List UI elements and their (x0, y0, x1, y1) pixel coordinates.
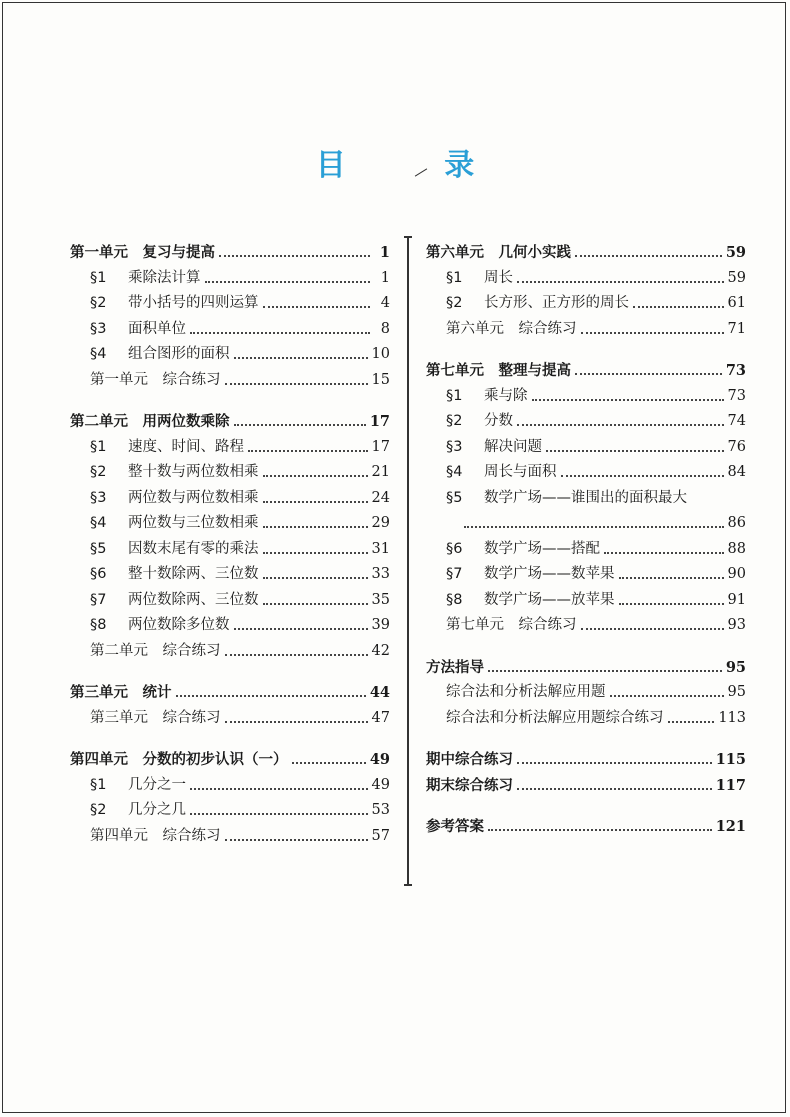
toc-entry[interactable] (426, 773, 746, 799)
dot-leader (263, 525, 368, 528)
toc-entry-label (90, 291, 259, 317)
toc-entry-label (446, 613, 577, 639)
toc-entry[interactable] (70, 639, 390, 665)
page-number: 24 (371, 489, 390, 506)
page-number: 95 (725, 658, 746, 676)
dot-leader (263, 500, 368, 503)
toc-entry-label (446, 317, 577, 343)
page-number: 113 (718, 709, 746, 726)
toc-entry-title: 第二单元 综合练习 (90, 642, 221, 659)
toc-entry[interactable] (426, 291, 746, 317)
page-number: 47 (371, 709, 390, 726)
toc-entry-title: 因数末尾有零的乘法 (128, 540, 259, 557)
toc-entry-label (90, 588, 259, 614)
section-number: §1 (90, 269, 107, 286)
toc-entry-title: 第四单元 分数的初步认识（一） (70, 752, 288, 768)
section-number: §2 (446, 413, 463, 429)
toc-entry[interactable] (426, 613, 746, 639)
dot-leader (219, 254, 370, 257)
section-number: §2 (90, 295, 107, 311)
toc-entry-label (446, 409, 513, 435)
dot-leader (234, 627, 368, 630)
page-number: 71 (727, 320, 746, 337)
toc-entry-label (90, 824, 221, 850)
page-number: 21 (371, 464, 390, 480)
toc-entry-label (426, 656, 484, 682)
toc-entry[interactable] (70, 266, 390, 292)
toc-entry-title: 周长与面积 (484, 464, 557, 480)
dot-leader (633, 305, 724, 308)
page-number: 42 (371, 642, 390, 659)
dot-leader (205, 280, 371, 283)
toc-entry-title: 参考答案 (426, 819, 484, 835)
toc-entry-title: 长方形、正方形的周长 (484, 295, 629, 311)
page-number: 95 (727, 684, 746, 700)
toc-entry[interactable] (70, 824, 390, 850)
dot-leader (561, 474, 724, 477)
toc-entry-label (426, 774, 513, 800)
toc-entry-title: 第一单元 综合练习 (90, 371, 221, 388)
dot-leader (292, 761, 366, 764)
toc-entry[interactable] (426, 562, 746, 588)
section-number: §1 (446, 269, 463, 286)
section-number: §8 (446, 591, 463, 608)
toc-entry[interactable] (70, 562, 390, 588)
toc-entry[interactable] (70, 537, 390, 563)
toc-entry-label (426, 748, 513, 774)
dot-leader (190, 787, 368, 790)
toc-entry-label (426, 815, 484, 841)
dot-leader (581, 627, 724, 630)
toc-entry-title: 乘与除 (484, 387, 528, 404)
toc-entry-title: 第三单元 综合练习 (90, 709, 221, 726)
section-number: §3 (90, 320, 107, 337)
section-number: §1 (446, 387, 463, 404)
page-number: 84 (727, 464, 746, 480)
toc-entry[interactable] (70, 368, 390, 394)
toc-entry[interactable] (70, 342, 390, 368)
dot-leader (575, 254, 722, 257)
toc-entry-label (446, 486, 687, 512)
page-number: 39 (371, 617, 390, 633)
toc-entry-title: 数学广场——搭配 (484, 540, 600, 557)
toc-entry-title: 周长 (484, 269, 513, 286)
toc-entry-title: 几分之几 (128, 802, 186, 818)
toc-entry[interactable] (426, 706, 746, 732)
toc-entry[interactable] (70, 460, 390, 486)
toc-entry-title: 整十数与两位数相乘 (128, 464, 259, 480)
dot-leader (234, 423, 366, 426)
toc-entry-label (90, 266, 201, 292)
dot-leader (225, 838, 368, 841)
toc-entry-title: 乘除法计算 (128, 269, 201, 286)
toc-entry-title: 第三单元 统计 (70, 685, 172, 701)
toc-entry-label (90, 460, 259, 486)
page-number: 61 (727, 295, 746, 311)
toc-entry-title: 两位数除多位数 (128, 617, 230, 633)
dot-leader (263, 474, 368, 477)
toc-entry[interactable] (70, 613, 390, 639)
toc-entry-label (446, 435, 542, 461)
toc-entry-title: 第六单元 综合练习 (446, 320, 577, 337)
toc-entry-label (90, 798, 186, 824)
page-number: 86 (727, 515, 746, 531)
dot-leader (517, 280, 724, 283)
toc-entry-label (90, 342, 230, 368)
page-number: 115 (715, 751, 746, 768)
toc-entry-label (90, 368, 221, 394)
toc-entry-label (70, 241, 215, 267)
toc-entry-label (70, 410, 230, 436)
dot-leader (263, 551, 368, 554)
section-number: §4 (90, 346, 107, 362)
page-number: 1 (379, 244, 390, 261)
page-number: 76 (727, 438, 746, 455)
toc-entry[interactable] (426, 814, 746, 840)
section-number: §3 (446, 438, 463, 455)
page-number: 49 (371, 776, 390, 793)
toc-entry-label (90, 613, 230, 639)
toc-entry[interactable] (426, 384, 746, 410)
dot-leader (619, 602, 724, 605)
page-number: 29 (371, 515, 390, 531)
toc-entry-label (70, 748, 288, 774)
toc-entry[interactable] (70, 706, 390, 732)
toc-entry-title: 整十数除两、三位数 (128, 566, 259, 582)
toc-entry-title: 方法指导 (426, 659, 484, 676)
page-number: 1 (380, 269, 390, 286)
toc-left-column (70, 240, 390, 865)
toc-entry-title: 解决问题 (484, 438, 542, 455)
toc-entry[interactable] (426, 266, 746, 292)
dot-leader (546, 449, 724, 452)
toc-entry[interactable] (70, 798, 390, 824)
toc-entry-label (446, 266, 513, 292)
toc-entry-label (446, 588, 615, 614)
dot-leader (234, 356, 368, 359)
toc-entry-title: 几分之一 (128, 776, 186, 793)
toc-right-column (426, 240, 746, 856)
toc-entry-title: 第六单元 几何小实践 (426, 245, 571, 261)
dot-leader (176, 694, 366, 697)
section-number: §2 (446, 295, 463, 311)
page-number: 59 (725, 244, 746, 261)
page-number: 59 (727, 269, 746, 286)
toc-entry-label (446, 460, 557, 486)
page-number: 74 (727, 413, 746, 429)
toc-entry-label (90, 511, 259, 537)
toc-entry[interactable] (426, 655, 746, 681)
toc-entry[interactable] (70, 511, 390, 537)
toc-entry[interactable] (70, 773, 390, 799)
toc-entry-label (446, 706, 664, 732)
toc-entry-title: 第一单元 复习与提高 (70, 245, 215, 261)
dot-leader (668, 720, 715, 723)
dot-leader (263, 305, 371, 308)
toc-entry-title: 两位数与三位数相乘 (128, 515, 259, 531)
page-number: 15 (371, 371, 390, 388)
section-number: §6 (90, 566, 107, 582)
section-number: §2 (90, 802, 107, 818)
dot-leader (517, 761, 712, 764)
toc-entry[interactable] (70, 240, 390, 266)
page-number: 44 (369, 684, 390, 701)
toc-entry[interactable] (70, 486, 390, 512)
toc-entry-label (70, 681, 172, 707)
dot-leader (248, 449, 368, 452)
section-number: §4 (90, 515, 107, 531)
toc-group (70, 240, 390, 393)
dot-leader (464, 525, 724, 528)
section-number: §1 (90, 438, 107, 455)
dot-leader (190, 331, 370, 334)
toc-group (426, 747, 746, 798)
section-number: §5 (446, 489, 463, 506)
toc-entry-label (446, 291, 629, 317)
toc-entry-title: 组合图形的面积 (128, 346, 230, 362)
section-number: §4 (446, 464, 463, 480)
dot-leader (263, 602, 368, 605)
page-number: 17 (371, 438, 390, 455)
toc-entry-title: 两位数除两、三位数 (128, 591, 259, 608)
toc-entry[interactable] (70, 435, 390, 461)
page-number: 31 (371, 540, 390, 557)
toc-entry-continuation (426, 511, 746, 537)
toc-entry[interactable] (426, 460, 746, 486)
toc-entry[interactable] (426, 537, 746, 563)
page-number: 117 (715, 776, 746, 794)
toc-entry-label (90, 706, 221, 732)
page-number: 93 (727, 617, 746, 633)
toc-entry-title: 期末综合练习 (426, 777, 513, 794)
toc-entry-label (446, 537, 600, 563)
dot-leader (225, 653, 368, 656)
dot-leader (619, 576, 724, 579)
toc-entry-label (426, 241, 571, 267)
page-number: 91 (727, 591, 746, 608)
dot-leader (488, 669, 722, 672)
section-number: §7 (446, 566, 463, 582)
toc-entry-title: 带小括号的四则运算 (128, 295, 259, 311)
toc-entry-title: 速度、时间、路程 (128, 438, 244, 455)
page-number: 73 (727, 387, 746, 404)
page-number: 8 (380, 320, 390, 337)
toc-entry-title: 数学广场——放苹果 (484, 591, 615, 608)
toc-entry[interactable] (426, 358, 746, 384)
toc-entry-title: 第七单元 整理与提高 (426, 363, 571, 379)
page-number: 90 (727, 566, 746, 582)
dot-leader (263, 576, 368, 579)
toc-entry[interactable] (70, 588, 390, 614)
toc-entry[interactable] (426, 486, 746, 512)
section-number: §8 (90, 617, 107, 633)
dot-leader (517, 423, 724, 426)
toc-entry-label (90, 562, 259, 588)
toc-entry-title: 面积单位 (128, 320, 186, 337)
toc-entry[interactable] (426, 588, 746, 614)
section-number: §1 (90, 776, 107, 793)
toc-entry[interactable] (426, 680, 746, 706)
section-number: §7 (90, 591, 107, 608)
page-number: 121 (715, 818, 746, 835)
toc-entry-title: 分数 (484, 413, 513, 429)
toc-entry-title: 第二单元 用两位数乘除 (70, 414, 230, 430)
toc-entry[interactable] (70, 409, 390, 435)
toc-entry[interactable] (426, 240, 746, 266)
toc-entry[interactable] (426, 409, 746, 435)
toc-entry-label (446, 562, 615, 588)
page-number: 35 (371, 591, 390, 608)
toc-entry[interactable] (70, 317, 390, 343)
toc-group (426, 814, 746, 840)
page-number: 53 (371, 802, 390, 818)
toc-group (426, 240, 746, 342)
page-number: 10 (371, 346, 390, 362)
dot-leader (604, 551, 724, 554)
toc-entry[interactable] (426, 435, 746, 461)
toc-group (70, 680, 390, 731)
dot-leader (225, 382, 368, 385)
dot-leader (581, 331, 724, 334)
toc-entry-label (90, 537, 259, 563)
toc-entry-label (446, 680, 606, 706)
toc-group (70, 409, 390, 664)
toc-entry-title: 第七单元 综合练习 (446, 617, 577, 633)
section-number: §5 (90, 540, 107, 557)
toc-entry-label (90, 435, 244, 461)
toc-entry-title: 综合法和分析法解应用题 (446, 684, 606, 700)
column-divider (407, 236, 409, 886)
dot-leader (225, 720, 368, 723)
toc-entry[interactable] (426, 317, 746, 343)
dot-leader (190, 812, 368, 815)
toc-entry[interactable] (70, 680, 390, 706)
page-number: 49 (369, 751, 390, 768)
dot-leader (488, 828, 712, 831)
toc-entry-title: 第四单元 综合练习 (90, 827, 221, 844)
toc-entry-label (446, 384, 528, 410)
page-number: 73 (725, 362, 746, 379)
section-number: §6 (446, 540, 463, 557)
toc-entry[interactable] (426, 747, 746, 773)
page-number: 88 (727, 540, 746, 557)
toc-entry-title: 两位数与两位数相乘 (128, 489, 259, 506)
toc-entry[interactable] (70, 747, 390, 773)
toc-entry-label (90, 486, 259, 512)
dot-leader (575, 372, 722, 375)
page-number: 4 (380, 295, 390, 311)
toc-entry-title: 综合法和分析法解应用题综合练习 (446, 709, 664, 726)
toc-group (426, 358, 746, 639)
toc-group (70, 747, 390, 849)
toc-entry-label (90, 317, 186, 343)
dot-leader (610, 694, 724, 697)
toc-group (426, 655, 746, 732)
dot-leader (517, 787, 712, 790)
toc-entry-title: 数学广场——数苹果 (484, 566, 615, 582)
section-number: §2 (90, 464, 107, 480)
toc-entry-label (90, 773, 186, 799)
toc-entry-title: 数学广场——谁围出的面积最大 (484, 489, 687, 506)
section-number: §3 (90, 489, 107, 506)
toc-entry-label (90, 639, 221, 665)
toc-entry-title: 期中综合练习 (426, 752, 513, 768)
dot-leader (532, 398, 724, 401)
page-title: 目 录 (315, 148, 519, 183)
toc-entry[interactable] (70, 291, 390, 317)
toc-entry-label (426, 359, 571, 385)
page-number: 33 (371, 566, 390, 582)
page-number: 57 (371, 827, 390, 844)
page-number: 17 (369, 413, 390, 430)
